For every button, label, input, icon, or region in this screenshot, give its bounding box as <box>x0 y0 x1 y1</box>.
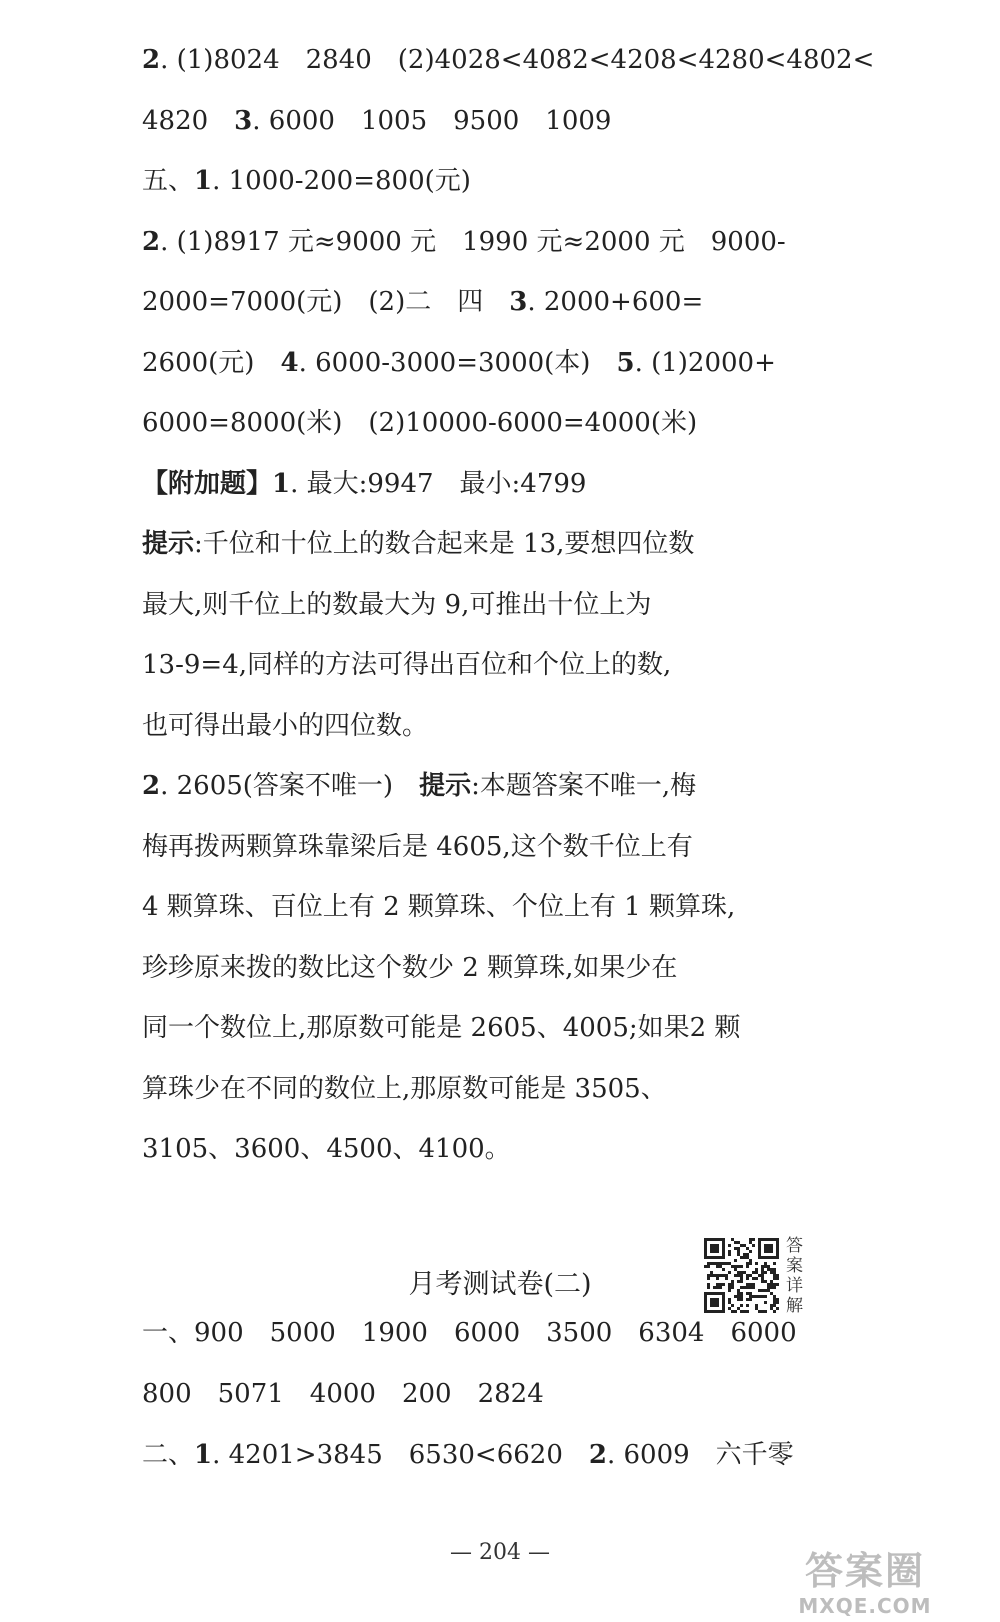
text-segment: . 6000 1005 9500 1009 <box>252 105 612 136</box>
text-line <box>142 829 802 865</box>
text-segment: 1 <box>194 1440 213 1470</box>
text-segment: 算珠少在不同的数位上,那原数可能是 3505、 <box>142 1073 667 1104</box>
text-segment: 梅再拨两颗算珠靠梁后是 4605,这个数千位上有 <box>142 831 693 862</box>
test-title: 月考测试卷(二) <box>408 1269 592 1300</box>
text-segment: 5 <box>616 347 635 378</box>
text-segment: 800 5071 4000 200 2824 <box>142 1379 544 1409</box>
text-line <box>142 103 802 139</box>
text-segment: :本题答案不唯一,梅 <box>471 771 697 801</box>
text-segment: 3 <box>234 105 253 136</box>
text-segment: 13-9=4,同样的方法可得出百位和个位上的数, <box>142 650 672 680</box>
text-line <box>142 1376 802 1412</box>
text-line <box>142 889 802 925</box>
text-segment: 3 <box>509 287 528 317</box>
text-segment: 4 颗算珠、百位上有 2 颗算珠、个位上有 1 颗算珠, <box>142 892 736 922</box>
text-segment: 4820 <box>142 105 235 136</box>
watermark-en: MXQE.COM <box>798 1594 932 1618</box>
text-segment: . (1)8917 元≈9000 元 1990 元≈2000 元 9000- <box>160 226 786 257</box>
text-segment: 3105、3600、4500、4100。 <box>142 1134 511 1164</box>
text-segment: 2 <box>142 226 161 257</box>
text-segment: 2 <box>142 45 161 75</box>
text-segment: . (1)2000+ <box>634 347 776 378</box>
text-line <box>142 526 802 562</box>
text-segment: . 最大:9947 最小:4799 <box>290 468 587 499</box>
text-line <box>142 1010 802 1046</box>
text-segment: 也可得出最小的四位数。 <box>142 710 429 741</box>
text-segment: . 4201>3845 6530<6620 <box>212 1440 589 1470</box>
watermark-logo <box>760 1548 970 1618</box>
text-segment: 【附加题】1 <box>142 468 291 499</box>
text-segment: 2 <box>142 771 161 801</box>
text-line <box>142 587 802 623</box>
text-segment: . 2605(答案不唯一) <box>160 771 420 801</box>
qr-code-icon[interactable] <box>704 1238 779 1313</box>
text-line <box>142 1315 802 1351</box>
text-segment: 一、900 5000 1900 6000 3500 6304 6000 <box>142 1318 797 1348</box>
text-segment: 6000=8000(米) (2)10000-6000=4000(米) <box>142 408 698 438</box>
text-segment: 最大,则千位上的数最大为 9,可推出十位上为 <box>142 589 652 620</box>
text-line <box>142 708 802 744</box>
text-line <box>142 345 802 381</box>
text-segment: 同一个数位上,那原数可能是 2605、4005;如果2 颗 <box>142 1013 741 1043</box>
text-segment: 2600(元) <box>142 347 281 378</box>
text-line <box>142 768 802 804</box>
text-segment: 二、 <box>142 1440 195 1470</box>
text-segment: :千位和十位上的数合起来是 13,要想四位数 <box>194 529 695 559</box>
text-segment: 2000=7000(元) (2)二 四 <box>142 287 510 317</box>
text-segment: . 2000+600= <box>527 287 704 317</box>
page-number: — 204 — <box>450 1540 550 1565</box>
text-line <box>142 1131 802 1167</box>
text-line <box>142 647 802 683</box>
text-segment: . 6000-3000=3000(本) <box>298 347 617 378</box>
text-line <box>142 405 802 441</box>
text-line <box>142 466 802 502</box>
text-line <box>142 1437 802 1473</box>
text-line <box>142 950 802 986</box>
text-segment: 4 <box>280 347 299 378</box>
text-line <box>142 284 802 320</box>
text-segment: 1 <box>194 166 213 196</box>
text-segment: 五、 <box>142 166 195 196</box>
text-segment: 2 <box>588 1440 607 1470</box>
text-line <box>142 1071 802 1107</box>
text-segment: . 6009 六千零 <box>606 1440 794 1470</box>
text-segment: . 1000-200=800(元) <box>212 166 471 196</box>
qr-label: 答案详解 <box>786 1236 803 1316</box>
text-segment: . (1)8024 2840 (2)4028<4082<4208<4280<4802< <box>160 45 875 75</box>
text-line <box>142 163 802 199</box>
text-line <box>142 42 875 78</box>
watermark-cn: 答案圈 <box>804 1549 925 1593</box>
text-segment: 珍珍原来拨的数比这个数少 2 颗算珠,如果少在 <box>142 952 678 983</box>
text-segment: 提示 <box>419 771 472 801</box>
text-segment: 提示 <box>142 529 195 559</box>
text-line <box>142 224 802 260</box>
